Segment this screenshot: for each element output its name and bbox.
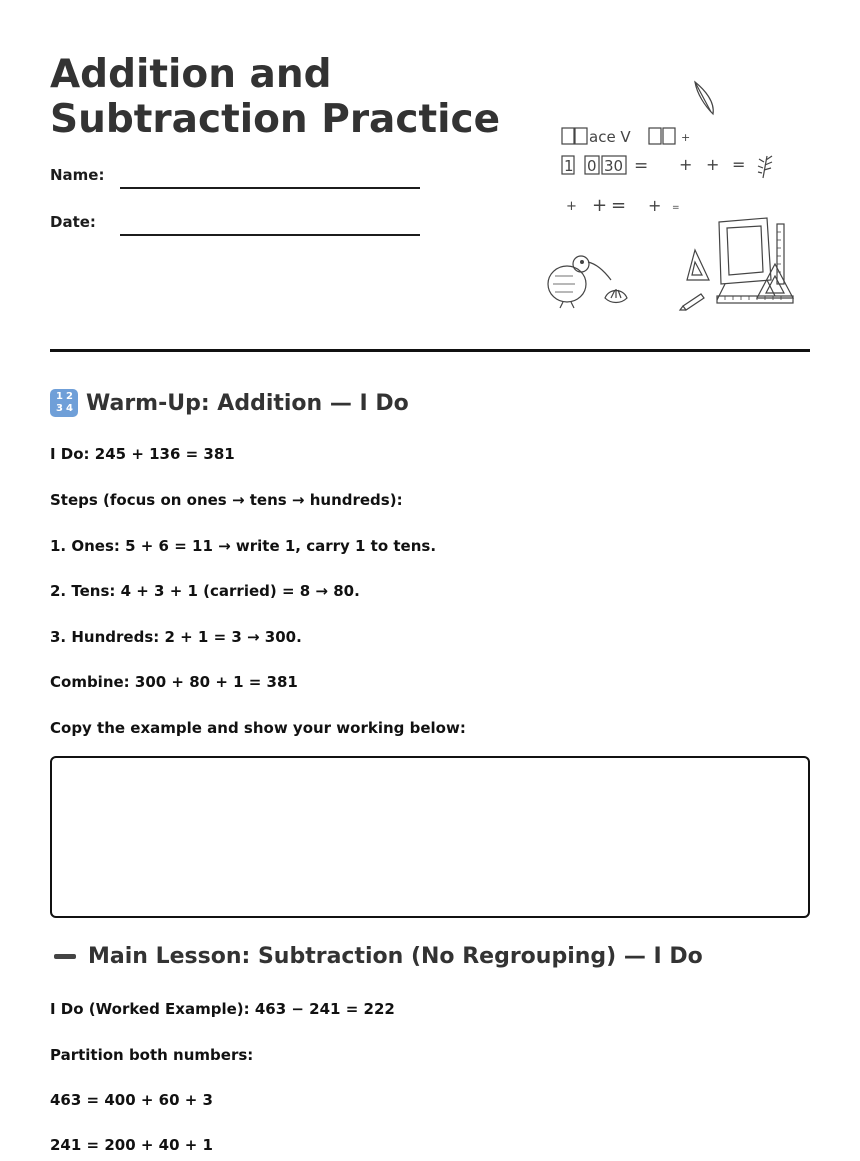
easel-board-icon bbox=[717, 218, 775, 300]
date-label: Date: bbox=[50, 213, 96, 231]
input-numbers-icon: 1 2 3 4 bbox=[50, 389, 78, 417]
plus-glyph: + bbox=[648, 196, 662, 215]
plus-glyph: + bbox=[566, 199, 577, 214]
warmup-line: 3. Hundreds: 2 + 1 = 3 → 300. bbox=[50, 628, 302, 646]
main-lesson-heading-text: Main Lesson: Subtraction (No Regrouping) — I Do bbox=[88, 944, 703, 969]
tile-digit: 1 bbox=[564, 157, 574, 175]
plus-glyph: + bbox=[592, 195, 608, 216]
minus-icon bbox=[54, 954, 76, 959]
plus-glyph: + bbox=[681, 131, 691, 144]
date-line[interactable] bbox=[120, 234, 420, 236]
lesson-line: 463 = 400 + 60 + 3 bbox=[50, 1091, 213, 1109]
working-answer-box[interactable] bbox=[50, 756, 810, 918]
pencil-icon bbox=[680, 294, 704, 310]
warmup-line: Combine: 300 + 80 + 1 = 381 bbox=[50, 673, 298, 691]
warmup-line: 2. Tens: 4 + 3 + 1 (carried) = 8 → 80. bbox=[50, 582, 360, 600]
triangle-ruler-icon bbox=[687, 250, 709, 280]
main-lesson-heading bbox=[50, 944, 703, 969]
header-divider bbox=[50, 349, 810, 352]
tile-digit: 30 bbox=[604, 157, 624, 175]
page-title bbox=[50, 52, 520, 142]
fern-icon bbox=[758, 156, 772, 178]
feather-icon bbox=[695, 82, 713, 114]
equals-glyph: = bbox=[634, 156, 649, 176]
letter-tiles-row bbox=[562, 128, 690, 146]
warmup-heading-text: Warm-Up: Addition — I Do bbox=[86, 390, 409, 416]
lesson-line: I Do (Worked Example): 463 − 241 = 222 bbox=[50, 1000, 395, 1018]
warmup-line: Steps (focus on ones → tens → hundreds): bbox=[50, 491, 403, 509]
math-doodle-illustration bbox=[545, 72, 805, 320]
warmup-line: Copy the example and show your working below: bbox=[50, 719, 466, 737]
plus-glyph: + bbox=[679, 155, 693, 174]
tile-text: ace V bbox=[589, 128, 631, 146]
lesson-line: Partition both numbers: bbox=[50, 1046, 254, 1064]
warmup-line: I Do: 245 + 136 = 381 bbox=[50, 445, 235, 463]
warmup-line: 1. Ones: 5 + 6 = 11 → write 1, carry 1 to tens. bbox=[50, 537, 437, 555]
ruler-horizontal-icon bbox=[717, 296, 793, 303]
shell-icon bbox=[605, 289, 627, 303]
lesson-line: 241 = 200 + 40 + 1 bbox=[50, 1136, 213, 1154]
equals-glyph: = bbox=[611, 195, 627, 216]
warmup-heading bbox=[50, 389, 409, 417]
name-label: Name: bbox=[50, 166, 105, 184]
number-tiles-row bbox=[562, 155, 772, 178]
kiwi-bird-icon bbox=[548, 256, 611, 308]
name-line[interactable] bbox=[120, 187, 420, 189]
title-line-1: Addition and bbox=[50, 52, 332, 97]
title-line-2: Subtraction Practice bbox=[50, 97, 501, 142]
operators-row bbox=[566, 195, 680, 216]
tile-digit: 0 bbox=[587, 157, 597, 175]
plus-glyph: + bbox=[706, 155, 720, 174]
equals-glyph: = bbox=[732, 155, 746, 174]
equals-glyph: = bbox=[672, 203, 680, 213]
